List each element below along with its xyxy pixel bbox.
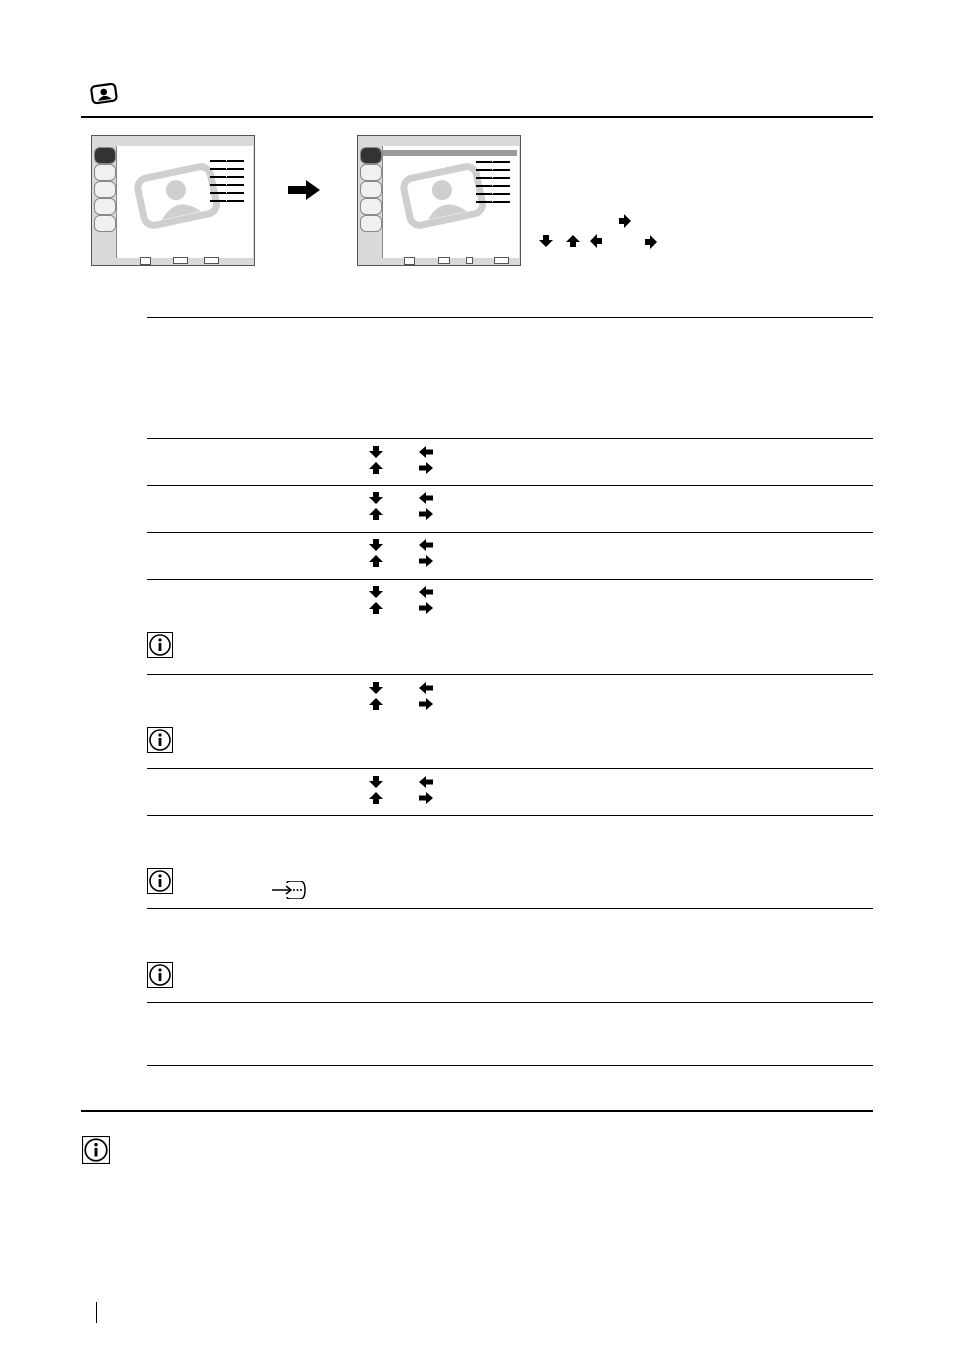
down-arrow-icon — [369, 586, 383, 598]
left-arrow-icon — [419, 492, 433, 504]
up-arrow-icon — [369, 555, 383, 567]
down-arrow-icon — [539, 235, 553, 247]
left-arrow-icon — [419, 682, 433, 694]
right-arrow-icon — [419, 555, 433, 567]
right-arrow-icon — [645, 235, 657, 249]
down-arrow-icon — [369, 682, 383, 694]
info-icon — [147, 727, 173, 753]
left-arrow-icon — [419, 776, 433, 788]
footer-rule — [81, 1110, 873, 1112]
av-input-icon — [272, 881, 306, 899]
right-arrow-icon — [419, 462, 433, 474]
down-arrow-icon — [369, 446, 383, 458]
down-arrow-icon — [369, 539, 383, 551]
picture-icon — [89, 82, 119, 106]
up-arrow-icon — [369, 792, 383, 804]
menu-screen-2 — [357, 135, 521, 266]
right-arrow-icon — [288, 180, 320, 200]
up-arrow-icon — [369, 698, 383, 710]
right-arrow-icon — [419, 792, 433, 804]
info-icon — [147, 632, 173, 658]
right-arrow-icon — [619, 214, 631, 228]
up-arrow-icon — [369, 508, 383, 520]
menu-screen-1 — [91, 135, 255, 266]
right-arrow-icon — [419, 698, 433, 710]
down-arrow-icon — [369, 776, 383, 788]
left-arrow-icon — [419, 446, 433, 458]
down-arrow-icon — [369, 492, 383, 504]
info-icon — [147, 868, 173, 894]
info-icon — [82, 1136, 110, 1164]
left-arrow-icon — [590, 234, 602, 248]
up-arrow-icon — [369, 602, 383, 614]
up-arrow-icon — [369, 462, 383, 474]
right-arrow-icon — [419, 602, 433, 614]
page-number-rule — [96, 1302, 97, 1323]
right-arrow-icon — [419, 508, 433, 520]
left-arrow-icon — [419, 586, 433, 598]
left-arrow-icon — [419, 539, 433, 551]
up-arrow-icon — [566, 235, 580, 247]
info-icon — [147, 962, 173, 988]
header-rule — [81, 116, 873, 118]
